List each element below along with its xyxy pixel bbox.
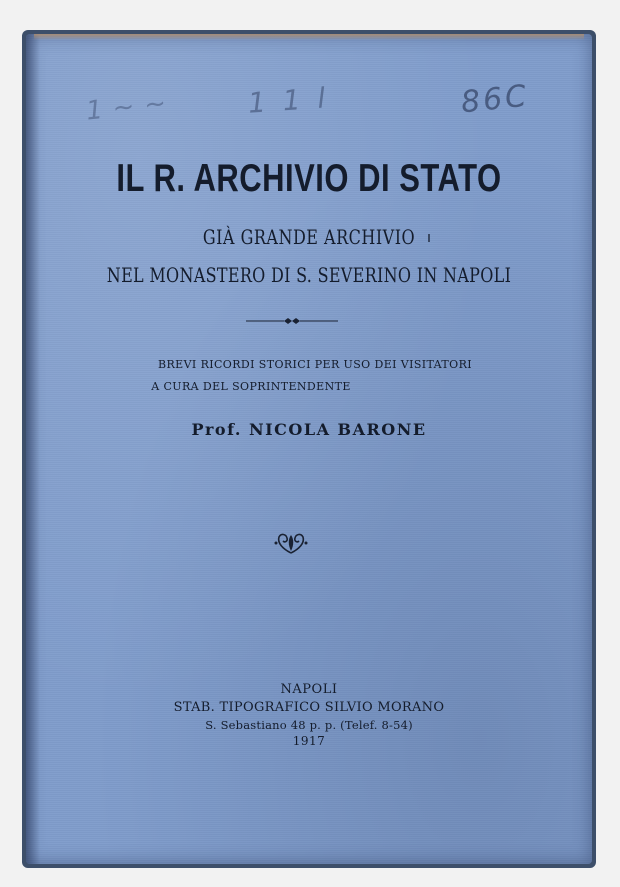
ornament-rule-icon	[246, 316, 338, 326]
handwritten-mark-left: 1~~	[84, 87, 178, 127]
imprint-year: 1917	[292, 734, 326, 748]
cover-description-2: A CURA DEL SOPRINTENDENTE	[151, 380, 351, 393]
cover-subtitle-1: GIÀ GRANDE ARCHIVIO	[202, 226, 416, 249]
handwritten-shelf-number: 86C	[459, 78, 531, 121]
handwritten-mark-middle: 1 1 l	[246, 81, 331, 120]
imprint-address: S. Sebastiano 48 p. p. (Telef. 8-54)	[205, 718, 413, 732]
ink-speck	[428, 234, 430, 242]
fleuron-icon	[273, 531, 309, 555]
top-edge-wear	[34, 34, 584, 40]
cover-author: Prof. NICOLA BARONE	[191, 420, 427, 439]
cover-title: IL R. ARCHIVIO DI STATO	[116, 156, 502, 200]
imprint-city: NAPOLI	[280, 682, 338, 697]
imprint-printer: STAB. TIPOGRAFICO SILVIO MORANO	[173, 700, 445, 715]
cover-subtitle-2: NEL MONASTERO DI S. SEVERINO IN NAPOLI	[106, 264, 512, 287]
booklet-cover	[26, 34, 592, 864]
cover-description-1: BREVI RICORDI STORICI PER USO DEI VISITATORI	[157, 358, 472, 371]
